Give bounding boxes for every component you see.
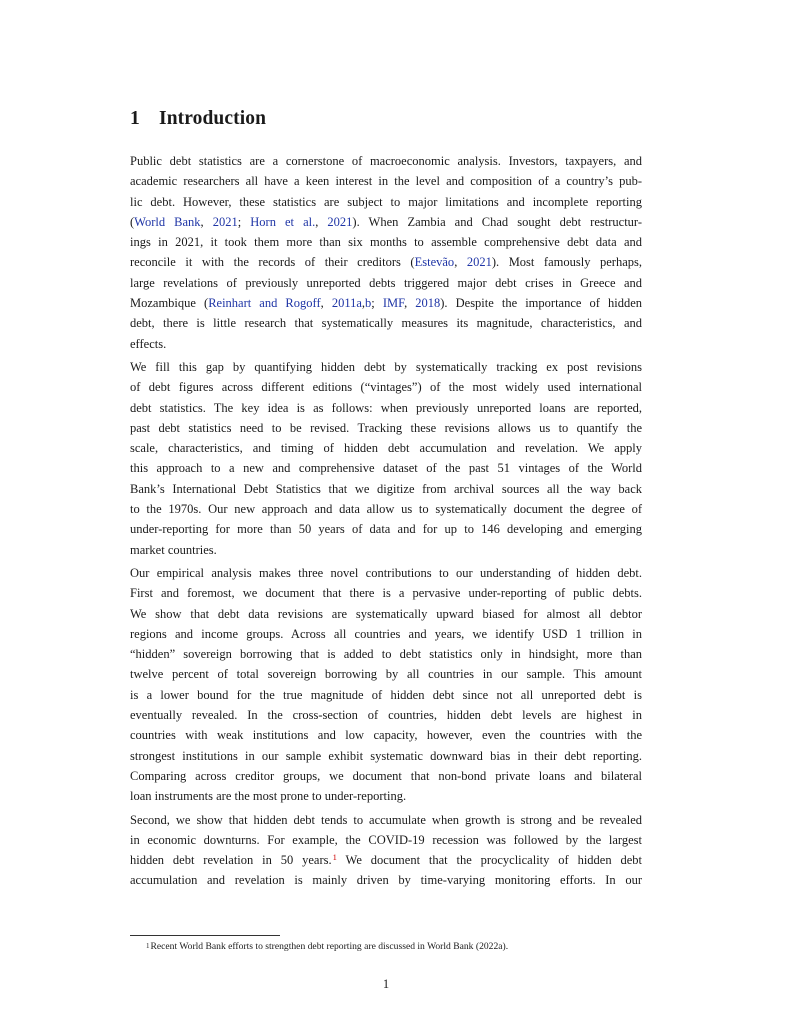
paragraph (130, 151, 642, 354)
footnote (146, 940, 508, 954)
text-line (130, 604, 642, 624)
text-line (130, 313, 642, 333)
text-line (130, 418, 642, 438)
text-line (130, 830, 642, 850)
footnote-mark: 1 (146, 942, 150, 950)
text-line (130, 458, 642, 478)
text-line (130, 232, 642, 252)
text-run: ; (237, 214, 251, 229)
text-line (130, 377, 642, 397)
citation-link[interactable]: 2018 (415, 296, 441, 311)
text-run: Mozambique ( (130, 296, 209, 311)
text-run: , (404, 296, 416, 311)
citation-link[interactable]: 2021 (466, 255, 492, 270)
text-run: ; (371, 296, 383, 311)
text-run: regions and income groups. Across all countries and years, we identify USD 1 trillion in (130, 626, 642, 641)
text-run: past debt statistics need to be revised. Tracking these revisions allows us to quantify the (130, 420, 642, 435)
section-title: Introduction (159, 108, 267, 129)
citation-link[interactable]: World Bank (134, 214, 201, 229)
text-line (130, 252, 642, 272)
footnote-rule (130, 935, 280, 936)
footnote-text: Recent World Bank efforts to strengthen debt reporting are discussed in World Bank (2022a). (150, 941, 509, 952)
text-run: market countries. (130, 542, 217, 557)
citation-link[interactable]: 2011a (331, 296, 362, 311)
text-run: ings in 2021, it took them more than six months to assemble comprehensive debt data and (130, 235, 642, 250)
section-heading (130, 108, 266, 130)
text-run: Public debt statistics are a cornerstone of macroeconomic analysis. Investors, taxpayers, and (130, 154, 642, 168)
text-run: loan instruments are the most prone to under-reporting. (130, 789, 407, 804)
text-line (130, 293, 642, 313)
text-run: , (200, 214, 213, 229)
citation-link[interactable]: Reinhart and Rogoff (208, 296, 321, 311)
text-line (130, 583, 642, 603)
text-line (130, 192, 642, 212)
text-run: countries with weak institutions and low capacity, however, even the countries with the (130, 728, 642, 743)
text-line (130, 519, 642, 539)
text-line (130, 479, 642, 499)
text-run: eventually revealed. In the cross-section of countries, hidden debt levels are highest in (130, 708, 642, 723)
text-run: in economic downturns. For example, the COVID-19 recession was followed by the largest (130, 832, 642, 847)
text-line (130, 766, 642, 786)
text-line (130, 273, 642, 293)
citation-link[interactable]: IMF (382, 296, 405, 311)
text-line (130, 540, 642, 560)
text-run: scale, characteristics, and timing of hidden debt accumulation and revelation. We apply (130, 441, 642, 456)
text-run: debt, there is little research that systematically measures its magnitude, characteristics, and (130, 316, 642, 331)
text-run: of debt figures across different editions (“vintages”) of the most widely used international (130, 380, 642, 395)
text-run: under-reporting for more than 50 years of data and for up to 146 developing and emerging (130, 522, 642, 537)
text-line (130, 725, 642, 745)
text-run: ( (130, 214, 135, 229)
text-run: hidden debt revelation in 50 years. (130, 853, 332, 868)
text-line (130, 746, 642, 766)
footnote-ref[interactable]: 1 (332, 852, 337, 863)
text-line (130, 171, 642, 191)
text-run: First and foremost, we document that there is a pervasive under-reporting of public debts. (130, 586, 642, 601)
text-run: , (361, 296, 366, 311)
text-run: this approach to a new and comprehensive dataset of the past 51 vintages of the World (130, 461, 642, 476)
body-text (130, 151, 642, 894)
page-number: 1 (382, 977, 390, 991)
paragraph (130, 563, 642, 807)
text-run: to the 1970s. Our new approach and data allow us to systematically document the degree of (130, 502, 642, 517)
text-line (130, 334, 642, 354)
text-run: , (320, 296, 332, 311)
text-run: academic researchers all have a keen interest in the level and composition of a country’s pub- (130, 174, 642, 189)
text-line (130, 810, 642, 830)
text-run: We show that debt data revisions are systematically upward biased for almost all debtor (130, 606, 642, 621)
text-run: , (315, 214, 328, 229)
citation-link[interactable]: Horn et al. (250, 214, 316, 229)
text-run: twelve percent of total sovereign borrowing by all countries in our sample. This amount (130, 667, 642, 682)
text-run: large revelations of previously unreported debts triggered major debt crises in Greece and (130, 275, 642, 290)
citation-link[interactable]: 2021 (212, 214, 238, 229)
text-line (130, 786, 642, 806)
text-run: ). When Zambia and Chad sought debt restructur- (352, 214, 642, 229)
text-run: is a lower bound for the true magnitude of hidden debt since not all unreported debt is (130, 687, 642, 702)
text-run: “hidden” sovereign borrowing that is added to debt statistics only in hindsight, more than (130, 647, 642, 662)
text-line (130, 563, 642, 583)
paper-page (130, 0, 642, 1024)
text-run: We document that the procyclicality of hidden debt (336, 853, 642, 868)
text-run: effects. (130, 336, 167, 351)
text-run: Bank’s International Debt Statistics that we digitize from archival sources all the way back (130, 481, 642, 496)
text-line (130, 357, 642, 377)
text-line (130, 870, 642, 890)
text-line (130, 705, 642, 725)
text-line (130, 644, 642, 664)
citation-link[interactable]: b (365, 296, 372, 311)
text-run: We fill this gap by quantifying hidden debt by systematically tracking ex post revisions (130, 359, 642, 374)
text-line (130, 151, 642, 171)
citation-link[interactable]: 2021 (327, 214, 353, 229)
text-run: ). Despite the importance of hidden (440, 296, 643, 311)
text-line (130, 685, 642, 705)
text-run: lic debt. However, these statistics are subject to major limitations and incomplete reporting (130, 194, 642, 209)
text-run: accumulation and revelation is mainly driven by time-varying monitoring efforts. In our (130, 873, 642, 888)
text-line (130, 499, 642, 519)
text-run: Comparing across creditor groups, we document that non-bond private loans and bilateral (130, 768, 642, 783)
text-run: ). Most famously perhaps, (491, 255, 643, 270)
text-run: strongest institutions in our sample exhibit systematic downward bias in their debt reporting. (130, 748, 642, 763)
text-run: Second, we show that hidden debt tends to accumulate when growth is strong and be revealed (130, 812, 642, 827)
text-run: debt statistics. The key idea is as follows: when previously unreported loans are reported, (130, 400, 642, 415)
section-number: 1 (130, 108, 140, 129)
paragraph (130, 357, 642, 560)
citation-link[interactable]: Estevão (414, 255, 455, 270)
paragraph (130, 810, 642, 891)
text-line (130, 850, 642, 870)
text-line (130, 624, 642, 644)
text-run: Our empirical analysis makes three novel contributions to our understanding of hidden debt. (130, 565, 642, 580)
text-run: reconcile it with the records of their creditors ( (130, 255, 415, 270)
text-run: , (454, 255, 467, 270)
text-line (130, 438, 642, 458)
text-line (130, 212, 642, 232)
text-line (130, 398, 642, 418)
text-line (130, 664, 642, 684)
